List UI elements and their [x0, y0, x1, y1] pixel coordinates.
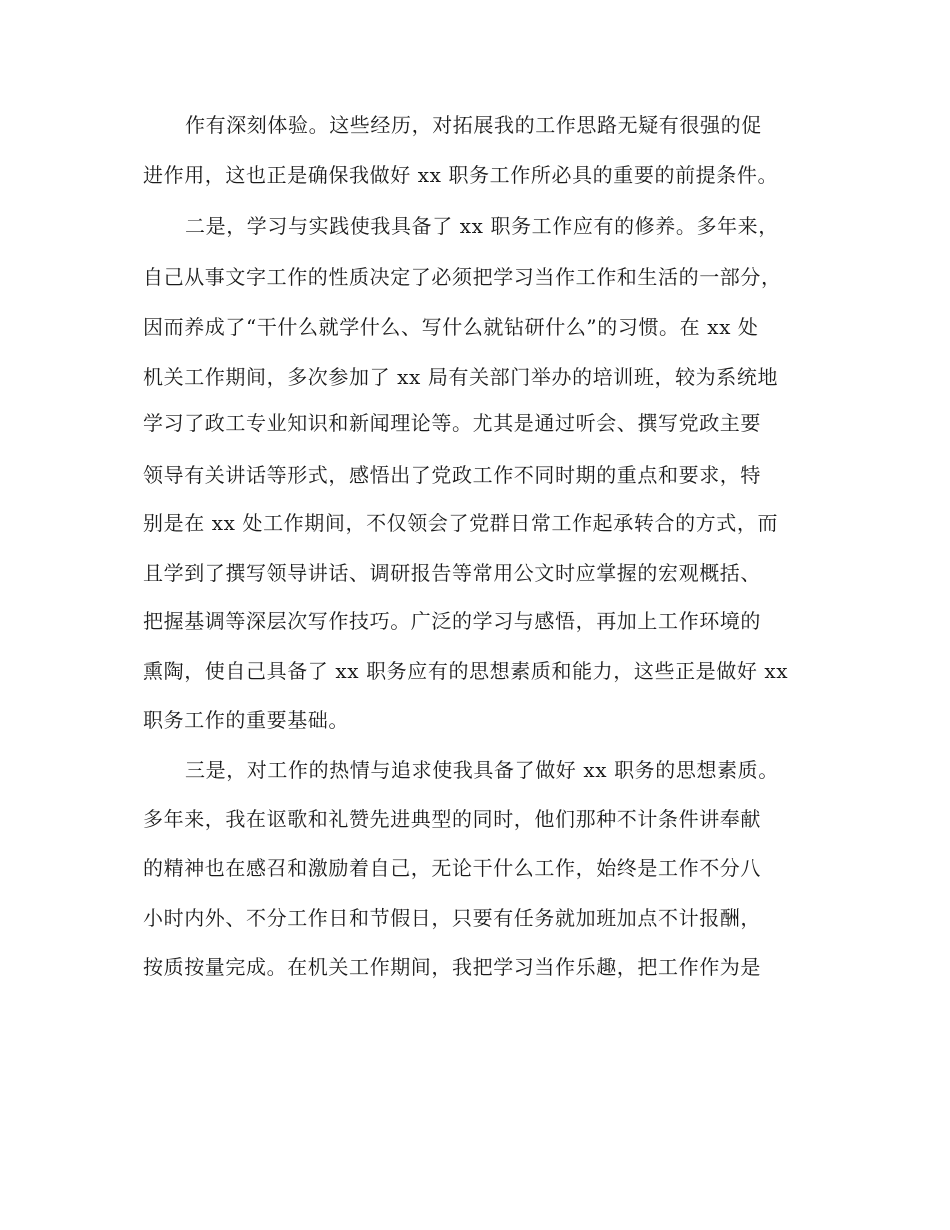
text-line: 三是，对工作的热情与追求使我具备了做好 xx 职务的思想素质。	[185, 758, 779, 782]
text-line: 因而养成了“干什么就学什么、写什么就钻研什么”的习惯。在 xx 处	[143, 315, 759, 339]
text-line: 职务工作的重要基础。	[143, 708, 349, 732]
text-line: 进作用，这也正是确保我做好 xx 职务工作所必具的重要的前提条件。	[143, 163, 779, 187]
text-line: 小时内外、不分工作日和节假日，只要有任务就加班加点不计报酬，	[143, 906, 761, 930]
text-line: 按质按量完成。在机关工作期间，我把学习当作乐趣，把工作作为是	[143, 955, 761, 979]
text-line: 机关工作期间，多次参加了 xx 局有关部门举办的培训班，较为系统地	[143, 365, 779, 389]
text-line: 二是，学习与实践使我具备了 xx 职务工作应有的修养。多年来，	[185, 214, 779, 238]
text-line: 的精神也在感召和激励着自己，无论干什么工作，始终是工作不分八	[143, 856, 761, 880]
text-line: 领导有关讲话等形式，感悟出了党政工作不同时期的重点和要求，特	[143, 463, 761, 487]
text-line: 且学到了撰写领导讲话、调研报告等常用公文时应掌握的宏观概括、	[143, 561, 761, 585]
text-line: 把握基调等深层次写作技巧。广泛的学习与感悟，再加上工作环境的	[143, 609, 761, 633]
text-line: 别是在 xx 处工作期间，不仅领会了党群日常工作起承转合的方式，而	[143, 511, 779, 535]
text-line: 学习了政工专业知识和新闻理论等。尤其是通过听会、撰写党政主要	[143, 411, 761, 435]
text-line: 熏陶，使自己具备了 xx 职务应有的思想素质和能力，这些正是做好 xx	[143, 659, 789, 683]
text-line: 多年来，我在讴歌和礼赞先进典型的同时，他们那种不计条件讲奉献	[143, 807, 761, 831]
text-line: 自己从事文字工作的性质决定了必须把学习当作工作和生活的一部分，	[143, 265, 782, 289]
text-line: 作有深刻体验。这些经历，对拓展我的工作思路无疑有很强的促	[185, 113, 762, 137]
